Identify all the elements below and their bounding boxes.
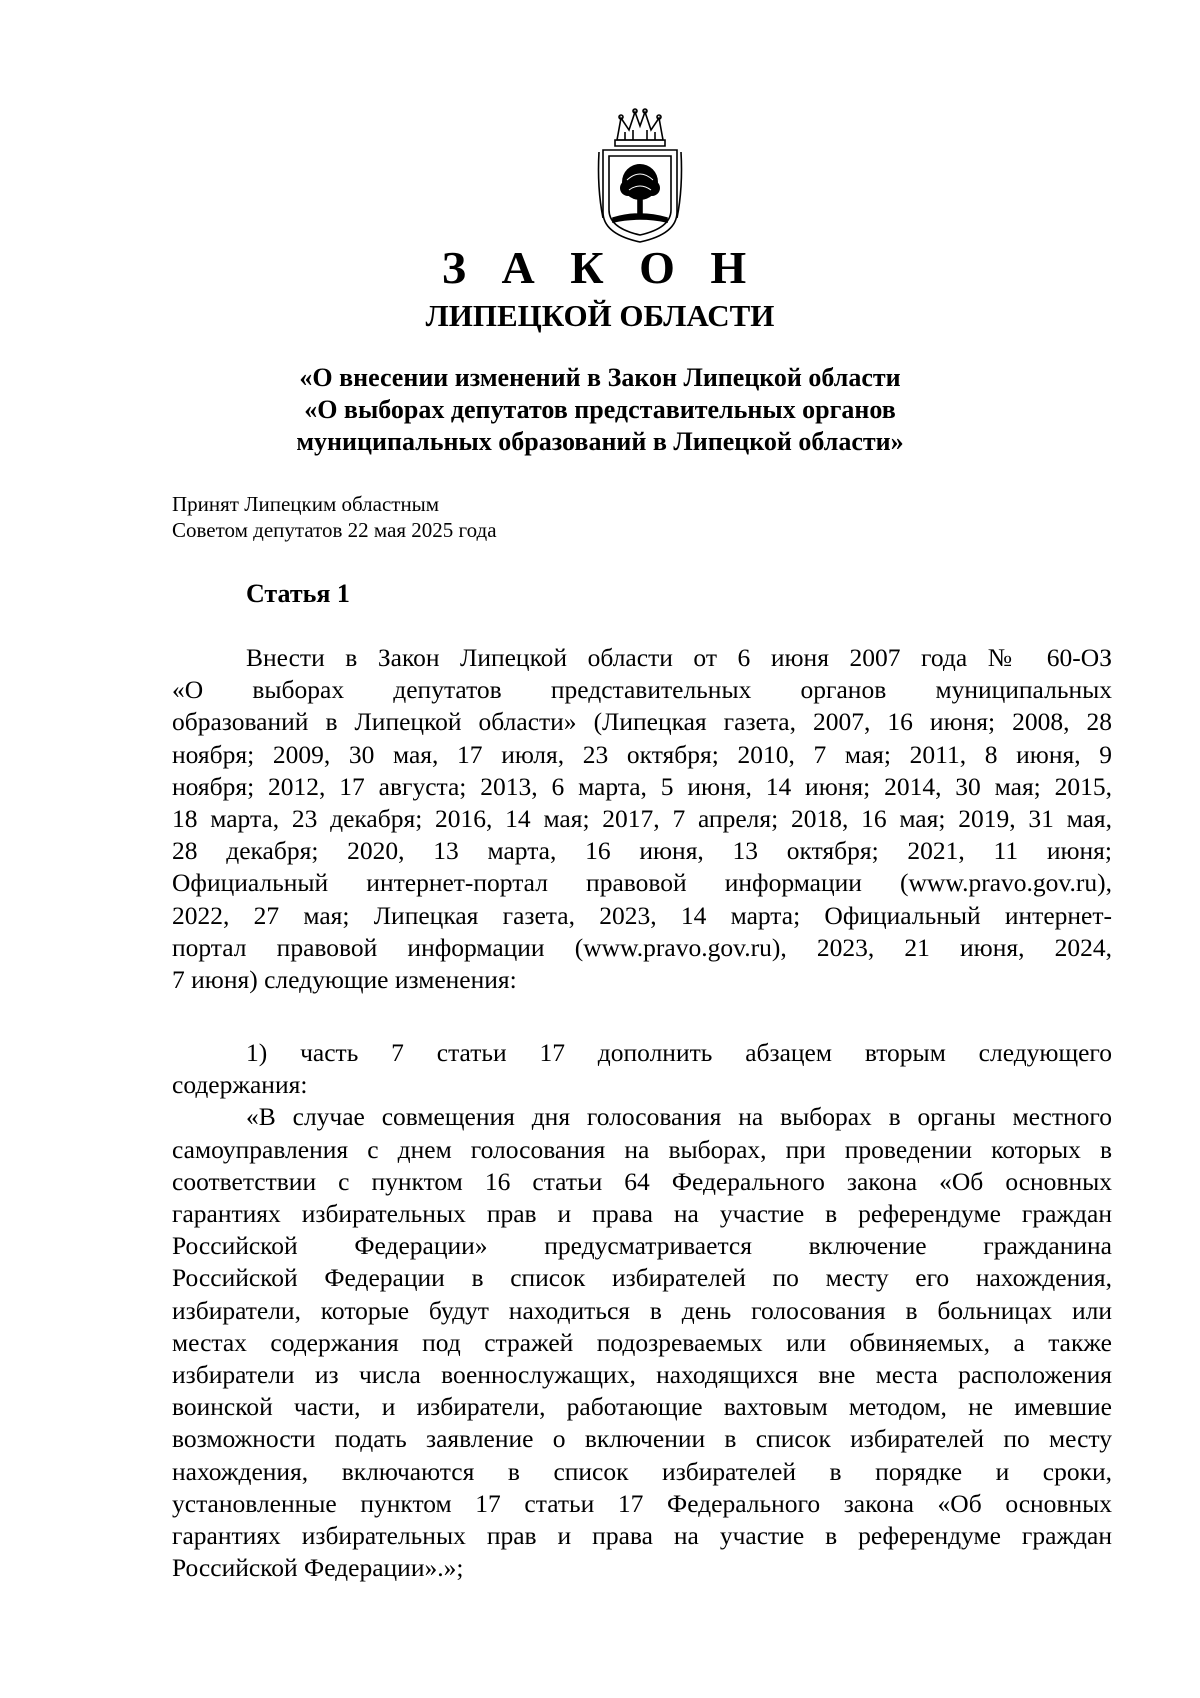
paragraph-line: местах содержания под стражей подозреваемых или обвиняемых, а также <box>172 1327 1112 1357</box>
lipetsk-coat-of-arms-icon <box>595 108 685 246</box>
paragraph-line: Внести в Закон Липецкой области от 6 июня 2007 года № 60-ОЗ <box>246 643 1112 672</box>
paragraph-line: Российской Федерации».»; <box>172 1553 464 1583</box>
subject-line: «О выборах депутатов представительных органов <box>304 395 896 424</box>
adoption-note <box>172 491 497 543</box>
subject-line: «О внесении изменений в Закон Липецкой области <box>299 363 901 392</box>
paragraph-line: возможности подать заявление о включении в список избирателей по месту <box>172 1424 1112 1454</box>
adoption-line: Принят Липецким областным <box>172 492 440 516</box>
paragraph-line: воинской части, и избиратели, работающие вахтовым методом, не имевшие <box>172 1392 1112 1422</box>
paragraph-line: самоуправления с днем голосования на выборах, при проведении которых в <box>172 1134 1112 1164</box>
paragraph-line: 28 декабря; 2020, 13 марта, 16 июня, 13 октября; 2021, 11 июня; <box>172 836 1112 866</box>
paragraph-line: 18 марта, 23 декабря; 2016, 14 мая; 2017, 7 апреля; 2018, 16 мая; 2019, 31 мая, <box>172 804 1112 834</box>
paragraph-line: 2022, 27 мая; Липецкая газета, 2023, 14 марта; Официальный интернет- <box>172 900 1112 930</box>
article-intro-paragraph <box>172 642 1112 996</box>
paragraph-line: гарантиях избирательных прав и права на участие в референдуме граждан <box>172 1199 1112 1229</box>
paragraph-line: «В случае совмещения дня голосования на выборах в органы местного <box>246 1102 1112 1132</box>
document-type-title: З А К О Н <box>441 242 759 293</box>
paragraph-line: Российской Федерации в список избирателей по месту его нахождения, <box>172 1263 1112 1293</box>
paragraph-line: 7 июня) следующие изменения: <box>172 965 517 995</box>
paragraph-line: 1) часть 7 статьи 17 дополнить абзацем вторым следующего <box>246 1038 1112 1067</box>
paragraph-line: Российской Федерации» предусматривается включение гражданина <box>172 1231 1112 1261</box>
paragraph-line: нахождения, включаются в список избирателей в порядке и сроки, <box>172 1456 1112 1486</box>
paragraph-line: Официальный интернет-портал правовой информации (www.pravo.gov.ru), <box>172 868 1112 898</box>
paragraph-line: содержания: <box>172 1070 308 1100</box>
paragraph-line: избиратели, которые будут находиться в день голосования в больницах или <box>172 1295 1112 1325</box>
law-subject-heading <box>0 362 1200 458</box>
paragraph-line: избиратели из числа военнослужащих, находящихся вне места расположения <box>172 1360 1112 1390</box>
article-title: Статья 1 <box>246 579 350 608</box>
paragraph-line: соответствии с пунктом 16 статьи 64 Федерального закона «Об основных <box>172 1166 1112 1196</box>
paragraph-line: установленные пунктом 17 статьи 17 Федерального закона «Об основных <box>172 1488 1112 1518</box>
adoption-line: Советом депутатов 22 мая 2025 года <box>172 518 497 542</box>
paragraph-line: гарантиях избирательных прав и права на участие в референдуме граждан <box>172 1521 1112 1551</box>
paragraph-line: образований в Липецкой области» (Липецкая газета, 2007, 16 июня; 2008, 28 <box>172 707 1112 737</box>
paragraph-line: «О выборах депутатов представительных органов муниципальных <box>172 675 1112 705</box>
region-title: ЛИПЕЦКОЙ ОБЛАСТИ <box>425 298 775 333</box>
paragraph-line: ноября; 2012, 17 августа; 2013, 6 марта, 5 июня, 14 июня; 2014, 30 мая; 2015, <box>172 771 1112 801</box>
paragraph-line: портал правовой информации (www.pravo.gov.ru), 2023, 21 июня, 2024, <box>172 932 1112 962</box>
amendment-item-1 <box>172 1037 1112 1584</box>
subject-line: муниципальных образований в Липецкой области» <box>296 427 904 456</box>
paragraph-line: ноября; 2009, 30 мая, 17 июля, 23 октября; 2010, 7 мая; 2011, 8 июня, 9 <box>172 739 1112 769</box>
